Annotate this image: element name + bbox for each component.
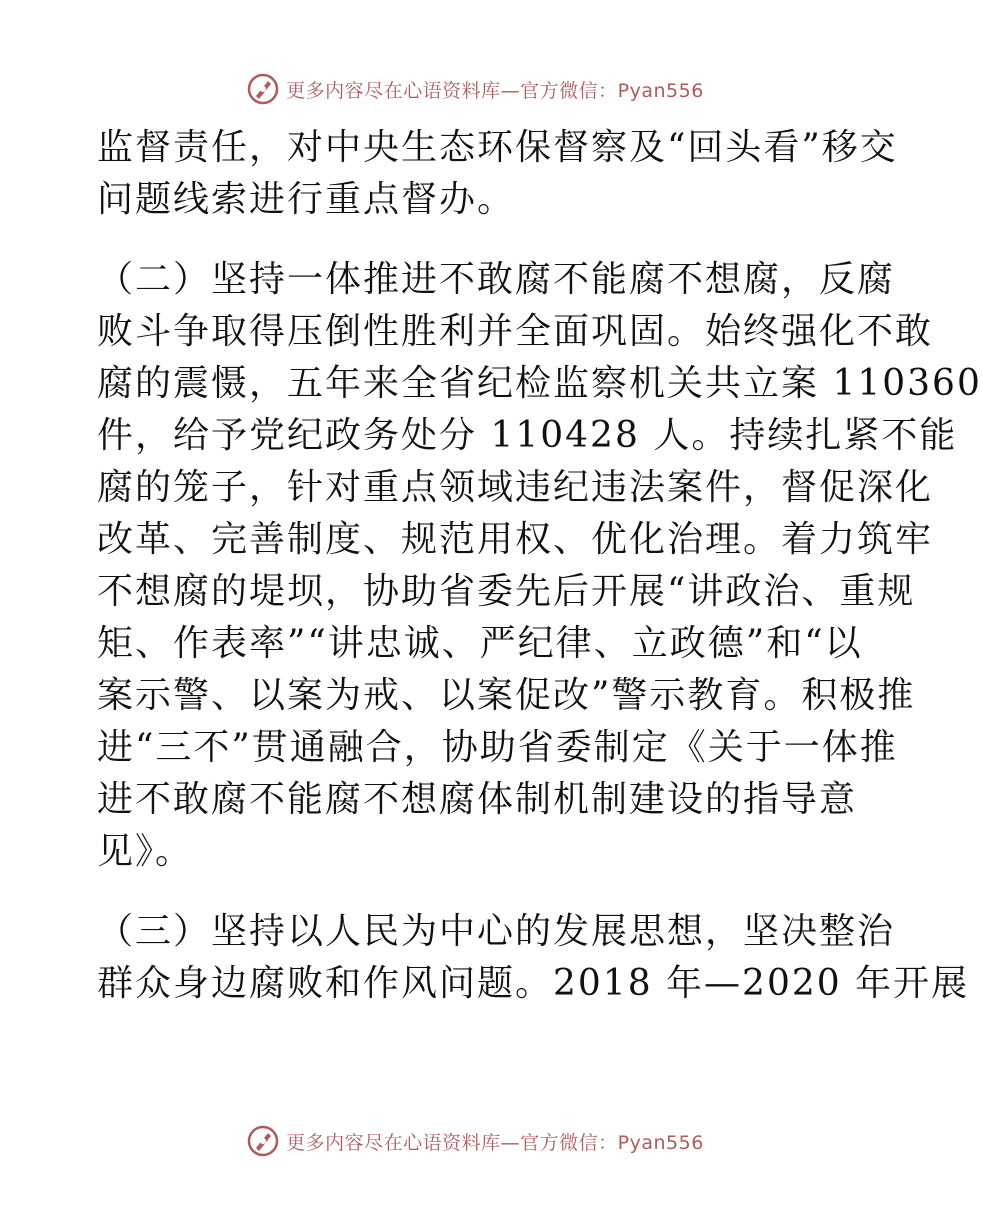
text-line: 改革、完善制度、规范用权、优化治理。着力筑牢 — [97, 519, 934, 560]
text-line: 腐的笼子，针对重点领域违纪违法案件，督促深化 — [97, 467, 934, 508]
pen-circle-logo-icon — [246, 1124, 280, 1158]
text-line: （三）坚持以人民为中心的发展思想，坚决整治 — [97, 911, 896, 952]
document-body — [97, 122, 982, 1010]
paragraph-1 — [97, 122, 898, 226]
text-line: 不想腐的堤坝，协助省委先后开展“讲政治、重规 — [97, 571, 916, 612]
text-line: 案示警、以案为戒、以案促改”警示教育。积极推 — [97, 675, 916, 716]
text-line: 进“三不”贯通融合，协助省委制定《关于一体推 — [97, 727, 898, 768]
pen-circle-logo-icon — [246, 72, 280, 106]
text-line: （二）坚持一体推进不敢腐不能腐不想腐，反腐 — [97, 259, 896, 300]
paragraph-2 — [97, 254, 982, 878]
paragraph-3 — [97, 906, 970, 1010]
text-line: 监督责任，对中央生态环保督察及“回头看”移交 — [97, 127, 898, 168]
text-line: 见》。 — [97, 831, 194, 872]
watermark-header — [0, 72, 950, 106]
text-line: 腐的震慑，五年来全省纪检监察机关共立案 110360 — [97, 363, 982, 404]
watermark-footer — [0, 1124, 950, 1158]
text-line: 败斗争取得压倒性胜利并全面巩固。始终强化不敢 — [97, 311, 934, 352]
text-line: 件，给予党纪政务处分 110428 人。持续扎紧不能 — [97, 415, 958, 456]
watermark-text: 更多内容尽在心语资料库—官方微信：Pyan556 — [286, 79, 704, 102]
text-line: 群众身边腐败和作风问题。2018 年—2020 年开展 — [97, 963, 970, 1004]
text-line: 问题线索进行重点督办。 — [97, 179, 516, 220]
text-line: 进不敢腐不能腐不想腐体制机制建设的指导意 — [97, 779, 858, 820]
text-line: 矩、作表率”“讲忠诚、严纪律、立政德”和“以 — [97, 623, 863, 664]
watermark-text: 更多内容尽在心语资料库—官方微信：Pyan556 — [286, 1131, 704, 1154]
